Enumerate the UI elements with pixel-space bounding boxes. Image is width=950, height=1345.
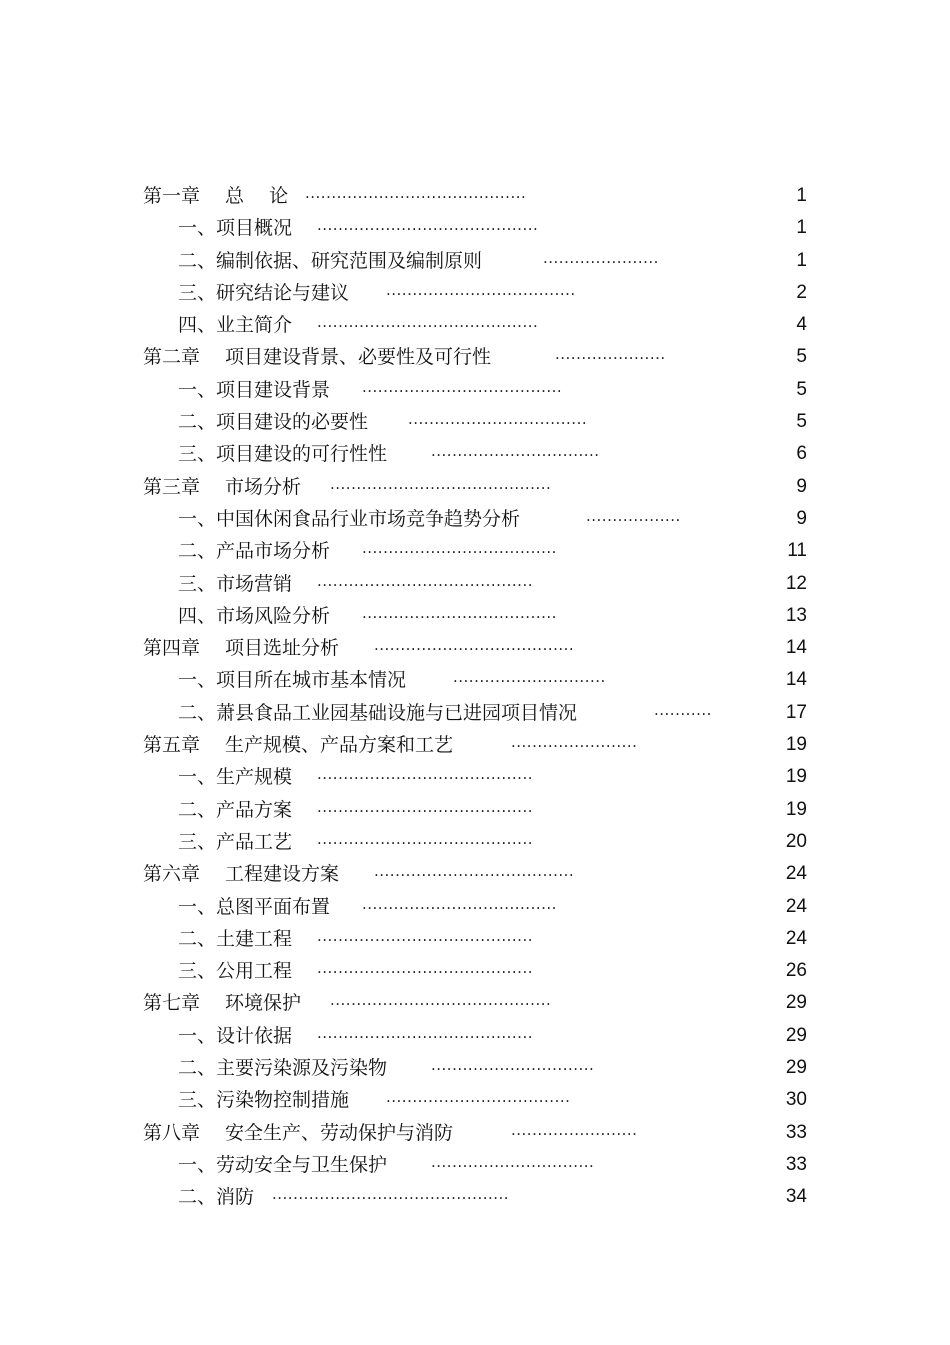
toc-entry-title: 第八章 安全生产、劳动保护与消防 bbox=[143, 1121, 454, 1144]
toc-section-row[interactable] bbox=[0, 761, 950, 793]
toc-section-row[interactable] bbox=[0, 1149, 950, 1181]
toc-entry-title: 一、设计依据 bbox=[178, 1024, 293, 1047]
toc-entry-title: 二、项目建设的必要性 bbox=[178, 411, 369, 434]
toc-entry-title: 四、业主简介 bbox=[178, 314, 293, 337]
toc-entry-title: 二、土建工程 bbox=[178, 927, 293, 950]
toc-entry-title: 三、污染物控制措施 bbox=[178, 1089, 350, 1112]
table-of-contents bbox=[0, 180, 950, 1214]
toc-dot-leader: ......................................... bbox=[317, 829, 533, 848]
toc-page-number: 4 bbox=[796, 314, 807, 336]
toc-page-number: 9 bbox=[796, 475, 807, 497]
toc-dot-leader: ................................ bbox=[431, 442, 600, 461]
toc-dot-leader: ......................................... bbox=[317, 1023, 533, 1042]
toc-entry-title: 第七章 环境保护 bbox=[143, 992, 302, 1015]
toc-page-number: 34 bbox=[785, 1186, 807, 1208]
toc-dot-leader: .................................... bbox=[386, 280, 576, 299]
toc-section-row[interactable] bbox=[0, 438, 950, 470]
toc-page-number: 5 bbox=[796, 411, 807, 433]
toc-chapter-row[interactable] bbox=[0, 471, 950, 503]
toc-page-number: 30 bbox=[785, 1089, 807, 1111]
toc-page-number: 29 bbox=[785, 1057, 807, 1079]
toc-dot-leader: ......................................... bbox=[317, 571, 533, 590]
toc-page-number: 19 bbox=[785, 798, 807, 820]
toc-page-number: 11 bbox=[787, 540, 807, 562]
toc-section-row[interactable] bbox=[0, 277, 950, 309]
toc-entry-title: 一、项目概况 bbox=[178, 217, 293, 240]
toc-dot-leader: ..................................... bbox=[362, 603, 557, 622]
toc-entry-title: 一、项目建设背景 bbox=[178, 378, 331, 401]
toc-chapter-row[interactable] bbox=[0, 632, 950, 664]
toc-entry-title: 二、编制依据、研究范围及编制原则 bbox=[178, 249, 483, 272]
toc-section-row[interactable] bbox=[0, 1181, 950, 1213]
toc-section-row[interactable] bbox=[0, 212, 950, 244]
toc-dot-leader: .......................................... bbox=[317, 313, 539, 332]
toc-dot-leader: .......................................... bbox=[317, 216, 539, 235]
toc-entry-title: 一、总图平面布置 bbox=[178, 895, 331, 918]
toc-dot-leader: ...................................... bbox=[362, 377, 563, 396]
toc-entry-title: 三、公用工程 bbox=[178, 960, 293, 983]
toc-page-number: 19 bbox=[785, 766, 807, 788]
toc-entry-title: 三、产品工艺 bbox=[178, 830, 293, 853]
toc-page-number: 5 bbox=[796, 378, 807, 400]
toc-page-number: 17 bbox=[785, 701, 807, 723]
toc-chapter-row[interactable] bbox=[0, 858, 950, 890]
toc-page-number: 14 bbox=[785, 637, 807, 659]
toc-section-row[interactable] bbox=[0, 1052, 950, 1084]
toc-dot-leader: ......................................... bbox=[317, 765, 533, 784]
toc-section-row[interactable] bbox=[0, 568, 950, 600]
toc-dot-leader: ......................................... bbox=[317, 959, 533, 978]
toc-page-number: 1 bbox=[796, 249, 807, 271]
toc-entry-title: 二、消防 bbox=[178, 1186, 255, 1209]
toc-page-number: 29 bbox=[785, 992, 807, 1014]
toc-section-row[interactable] bbox=[0, 374, 950, 406]
toc-dot-leader: .......................................... bbox=[305, 184, 527, 202]
toc-entry-title: 第三章 市场分析 bbox=[143, 475, 302, 498]
toc-section-row[interactable] bbox=[0, 923, 950, 955]
toc-entry-title: 二、萧县食品工业园基础设施与已进园项目情况 bbox=[178, 701, 578, 724]
toc-entry-title: 一、生产规模 bbox=[178, 766, 293, 789]
toc-entry-title: 四、市场风险分析 bbox=[178, 604, 331, 627]
toc-section-row[interactable] bbox=[0, 664, 950, 696]
toc-entry-title: 三、项目建设的可行性性 bbox=[178, 443, 388, 466]
toc-dot-leader: ............................... bbox=[431, 1152, 595, 1171]
toc-page-number: 12 bbox=[785, 572, 807, 594]
toc-dot-leader: ...................................... bbox=[374, 862, 575, 881]
toc-page-number: 29 bbox=[785, 1024, 807, 1046]
toc-dot-leader: ...................... bbox=[543, 248, 659, 267]
toc-page-number: 9 bbox=[796, 507, 807, 529]
toc-entry-title: 二、产品市场分析 bbox=[178, 540, 331, 563]
toc-dot-leader: .................................. bbox=[408, 410, 588, 429]
toc-dot-leader: ........................ bbox=[511, 733, 638, 752]
toc-entry-title: 第五章 生产规模、产品方案和工艺 bbox=[143, 734, 454, 757]
toc-dot-leader: ........... bbox=[654, 700, 712, 719]
toc-entry-title: 一、中国休闲食品行业市场竞争趋势分析 bbox=[178, 507, 521, 530]
toc-dot-leader: ......................................... bbox=[317, 926, 533, 945]
toc-page-number: 2 bbox=[796, 281, 807, 303]
toc-page-number: 24 bbox=[785, 863, 807, 885]
toc-page-number: 20 bbox=[785, 830, 807, 852]
toc-section-row[interactable] bbox=[0, 955, 950, 987]
toc-dot-leader: ..................................... bbox=[362, 539, 557, 558]
toc-page-number: 1 bbox=[796, 217, 807, 239]
toc-page-number: 24 bbox=[785, 895, 807, 917]
toc-entry-title: 三、研究结论与建议 bbox=[178, 281, 350, 304]
toc-chapter-row[interactable] bbox=[0, 729, 950, 761]
toc-section-row[interactable] bbox=[0, 697, 950, 729]
toc-entry-title: 第六章 工程建设方案 bbox=[143, 863, 340, 886]
toc-section-row[interactable] bbox=[0, 600, 950, 632]
toc-dot-leader: ........................ bbox=[511, 1120, 638, 1139]
toc-entry-title: 二、产品方案 bbox=[178, 798, 293, 821]
toc-chapter-row[interactable] bbox=[0, 987, 950, 1019]
toc-dot-leader: ............................. bbox=[453, 668, 606, 687]
toc-dot-leader: ................................... bbox=[386, 1088, 571, 1107]
toc-section-row[interactable] bbox=[0, 826, 950, 858]
toc-dot-leader: .......................................... bbox=[330, 991, 552, 1010]
toc-section-row[interactable] bbox=[0, 535, 950, 567]
toc-section-row[interactable] bbox=[0, 1084, 950, 1116]
toc-entry-title: 第二章 项目建设背景、必要性及可行性 bbox=[143, 346, 492, 369]
toc-section-row[interactable] bbox=[0, 1020, 950, 1052]
toc-section-row[interactable] bbox=[0, 794, 950, 826]
toc-dot-leader: .......................................... bbox=[330, 474, 552, 493]
toc-page-number: 33 bbox=[785, 1121, 807, 1143]
toc-page-number: 5 bbox=[796, 346, 807, 368]
toc-page-number: 6 bbox=[796, 443, 807, 465]
toc-entry-title: 二、主要污染源及污染物 bbox=[178, 1057, 388, 1080]
toc-page-number: 19 bbox=[785, 734, 807, 756]
toc-section-row[interactable] bbox=[0, 309, 950, 341]
toc-entry-title: 三、市场营销 bbox=[178, 572, 293, 595]
toc-entry-title: 一、项目所在城市基本情况 bbox=[178, 669, 407, 692]
toc-page-number: 14 bbox=[785, 669, 807, 691]
toc-dot-leader: ............................... bbox=[431, 1056, 595, 1075]
toc-page-number: 24 bbox=[785, 927, 807, 949]
toc-dot-leader: ............................................. bbox=[272, 1185, 510, 1204]
toc-chapter-row[interactable] bbox=[0, 341, 950, 373]
toc-chapter-row[interactable] bbox=[0, 180, 950, 212]
toc-dot-leader: ...................................... bbox=[374, 636, 575, 655]
toc-dot-leader: .................. bbox=[586, 506, 681, 525]
toc-section-row[interactable] bbox=[0, 406, 950, 438]
toc-dot-leader: ..................... bbox=[555, 345, 666, 364]
toc-page-number: 13 bbox=[785, 604, 807, 626]
toc-dot-leader: ......................................... bbox=[317, 797, 533, 816]
toc-page-number: 1 bbox=[796, 185, 807, 206]
toc-dot-leader: ..................................... bbox=[362, 894, 557, 913]
toc-entry-title: 第四章 项目选址分析 bbox=[143, 637, 340, 660]
toc-section-row[interactable] bbox=[0, 891, 950, 923]
toc-section-row[interactable] bbox=[0, 245, 950, 277]
toc-chapter-row[interactable] bbox=[0, 1117, 950, 1149]
toc-entry-title: 一、劳动安全与卫生保护 bbox=[178, 1153, 388, 1176]
toc-section-row[interactable] bbox=[0, 503, 950, 535]
toc-page-number: 33 bbox=[785, 1153, 807, 1175]
toc-page-number: 26 bbox=[785, 960, 807, 982]
toc-entry-title: 第一章 总 论 bbox=[143, 185, 289, 207]
